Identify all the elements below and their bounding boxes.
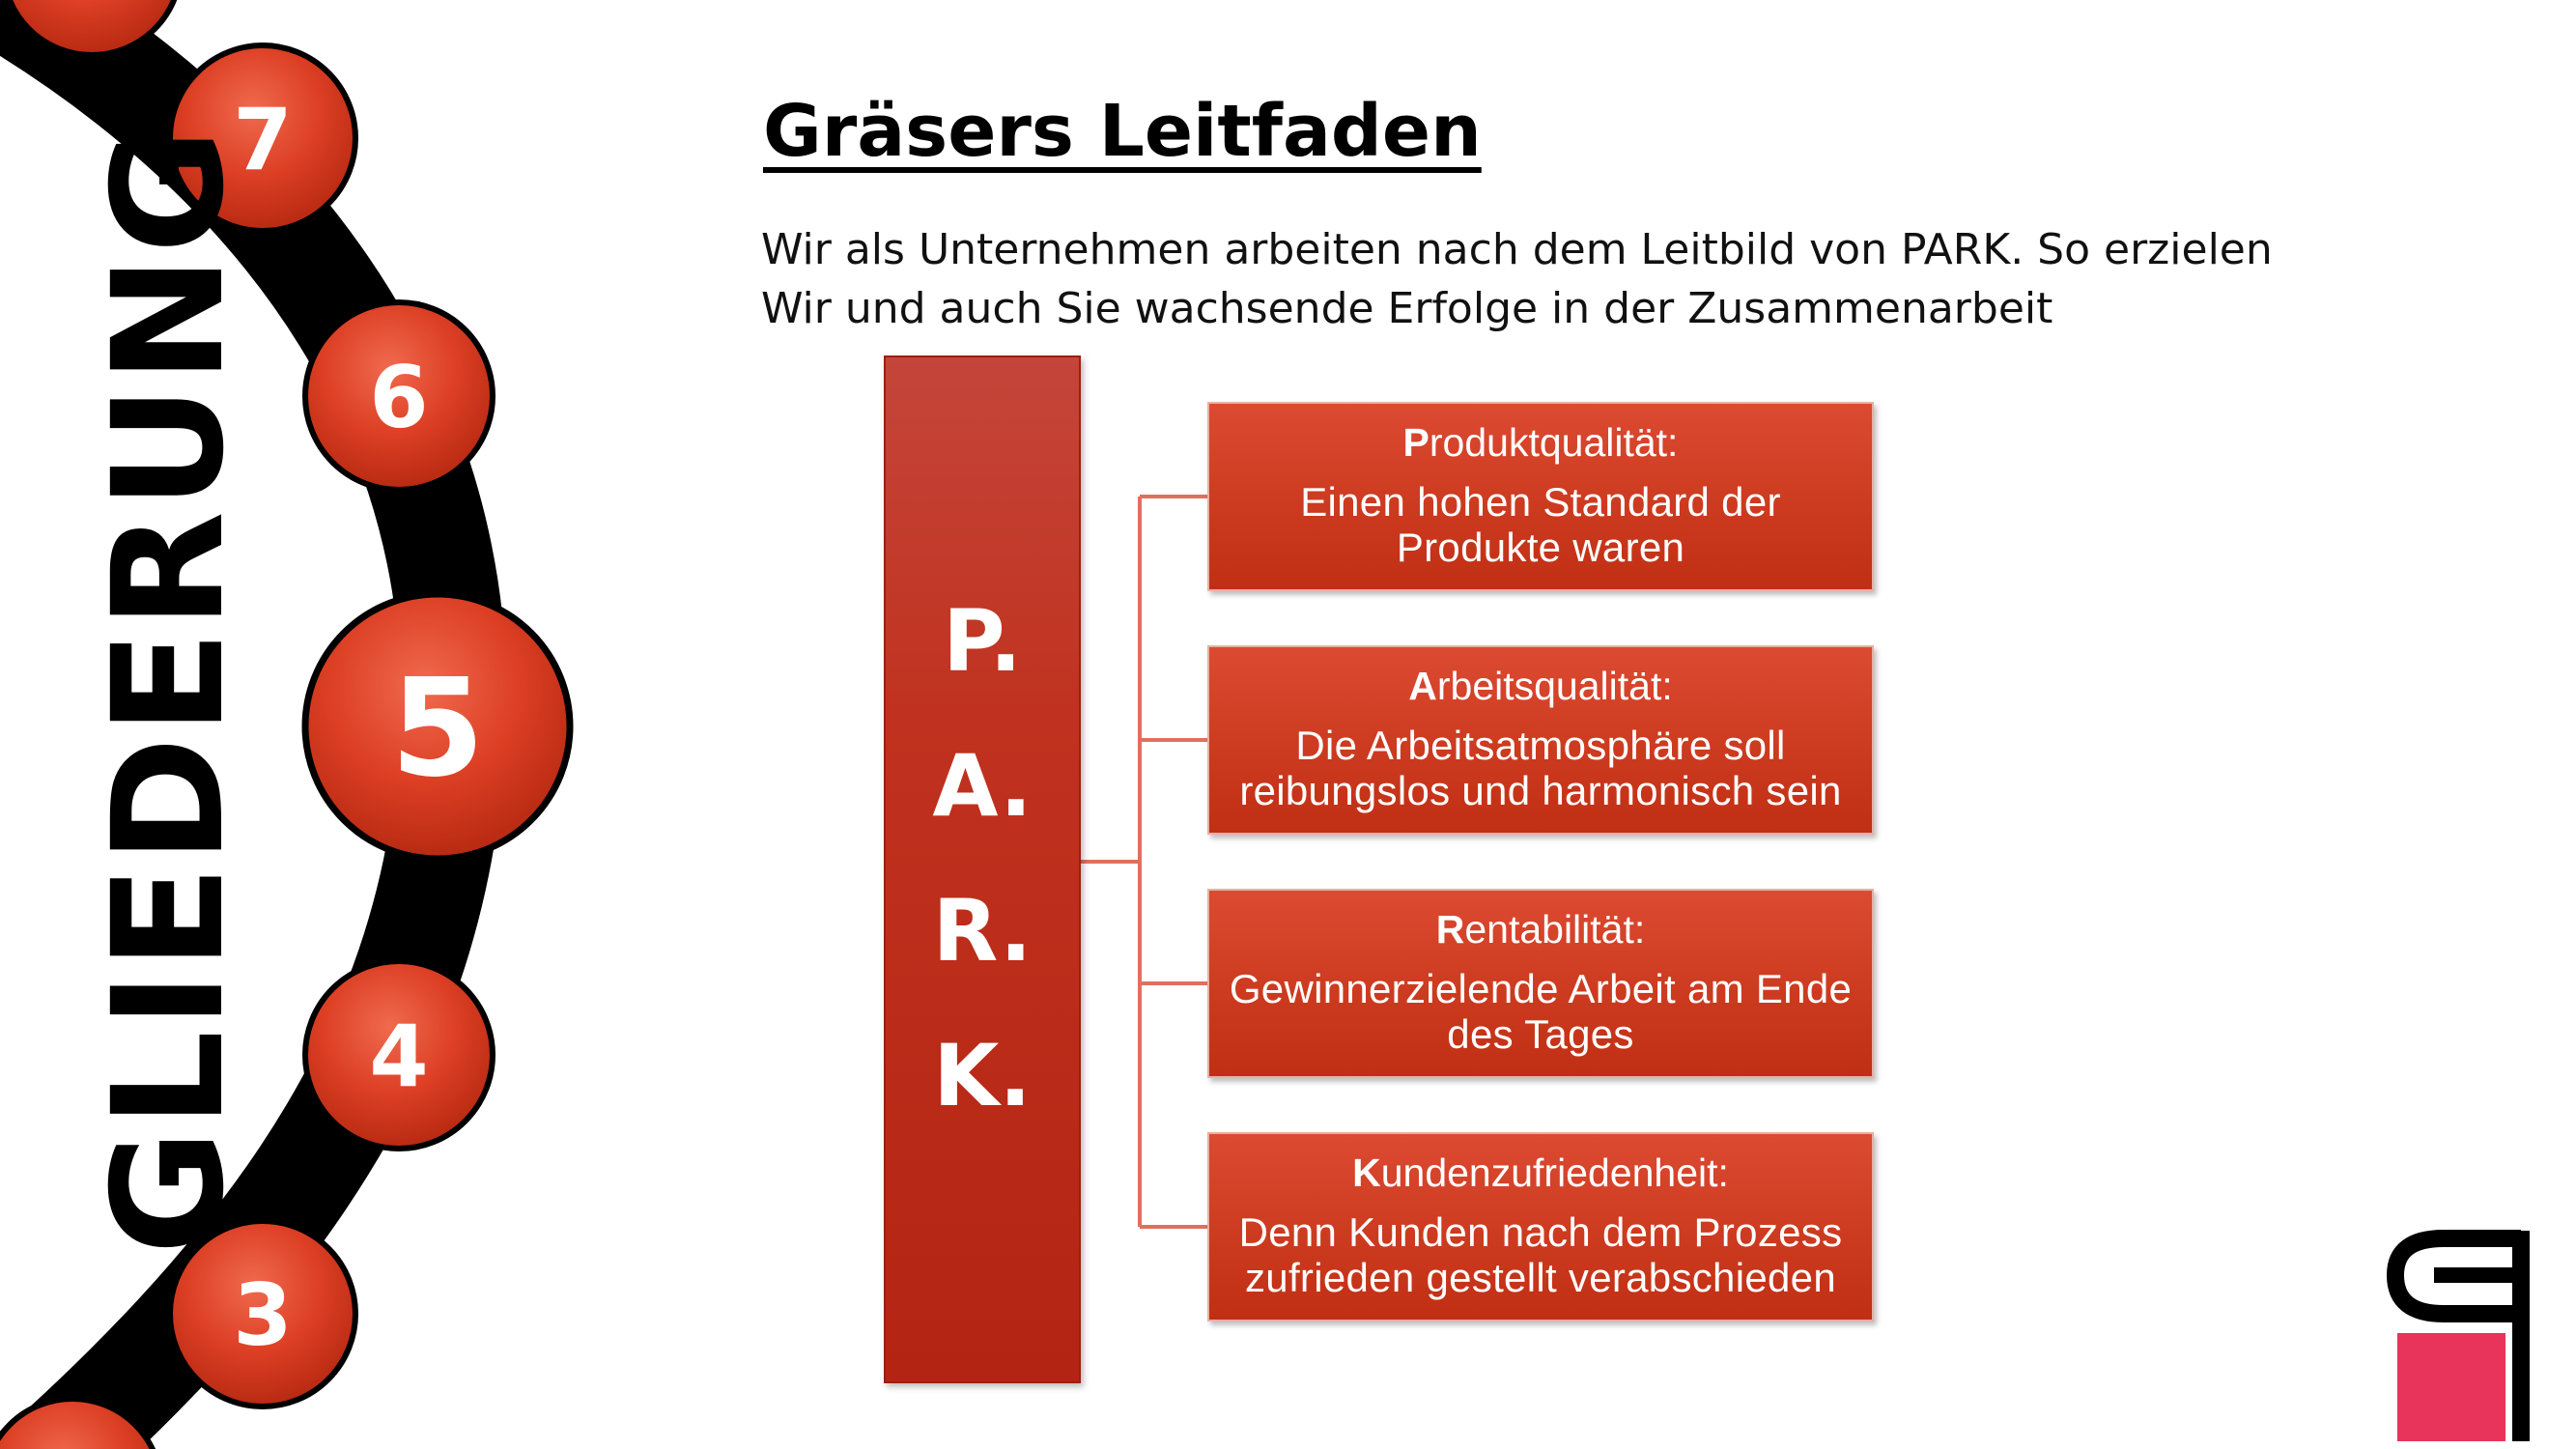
park-letter-a: A. xyxy=(932,736,1033,836)
step-label: 5 xyxy=(390,650,485,808)
park-letter-r: R. xyxy=(932,881,1033,980)
park-letter-p: P. xyxy=(943,591,1022,691)
principle-description: Die Arbeitsatmosphäre soll reibungslos und harmonisch sein xyxy=(1239,723,1842,813)
step-label: 6 xyxy=(369,348,429,447)
principle-heading: Produktqualität: xyxy=(1402,420,1679,465)
principle-heading: Arbeitsqualität: xyxy=(1408,664,1673,708)
principle-box-rentabilitaet xyxy=(1207,889,1874,1078)
section-title-vertical: GLIEDERUNG xyxy=(80,126,258,1256)
principle-description: Einen hohen Standard der Produkte waren xyxy=(1300,479,1781,570)
page-title: Gräsers Leitfaden xyxy=(763,90,1482,173)
step-label: 7 xyxy=(233,90,293,189)
principle-description: Gewinnerzielende Arbeit am Ende des Tages xyxy=(1229,966,1853,1057)
step-label: 4 xyxy=(369,1007,429,1106)
principle-box-kundenzufriedenheit xyxy=(1207,1132,1874,1321)
park-letter-k: K. xyxy=(933,1026,1032,1125)
intro-line-2: Wir und auch Sie wachsende Erfolge in der Zusammenarbeit xyxy=(761,284,2053,333)
principle-heading: Rentabilität: xyxy=(1435,907,1646,952)
principle-box-arbeitsqualitaet xyxy=(1207,645,1874,835)
principle-heading: Kundenzufriedenheit: xyxy=(1352,1151,1729,1195)
step-label: 3 xyxy=(233,1265,293,1365)
company-logo-icon xyxy=(2376,1227,2550,1444)
park-acronym-bar xyxy=(884,355,1081,1383)
intro-line-1: Wir als Unternehmen arbeiten nach dem Leitbild von PARK. So erzielen xyxy=(761,225,2273,274)
principle-description: Denn Kunden nach dem Prozess zufrieden gestellt verabschieden xyxy=(1238,1209,1843,1300)
principle-box-produktqualitaet xyxy=(1207,402,1874,591)
